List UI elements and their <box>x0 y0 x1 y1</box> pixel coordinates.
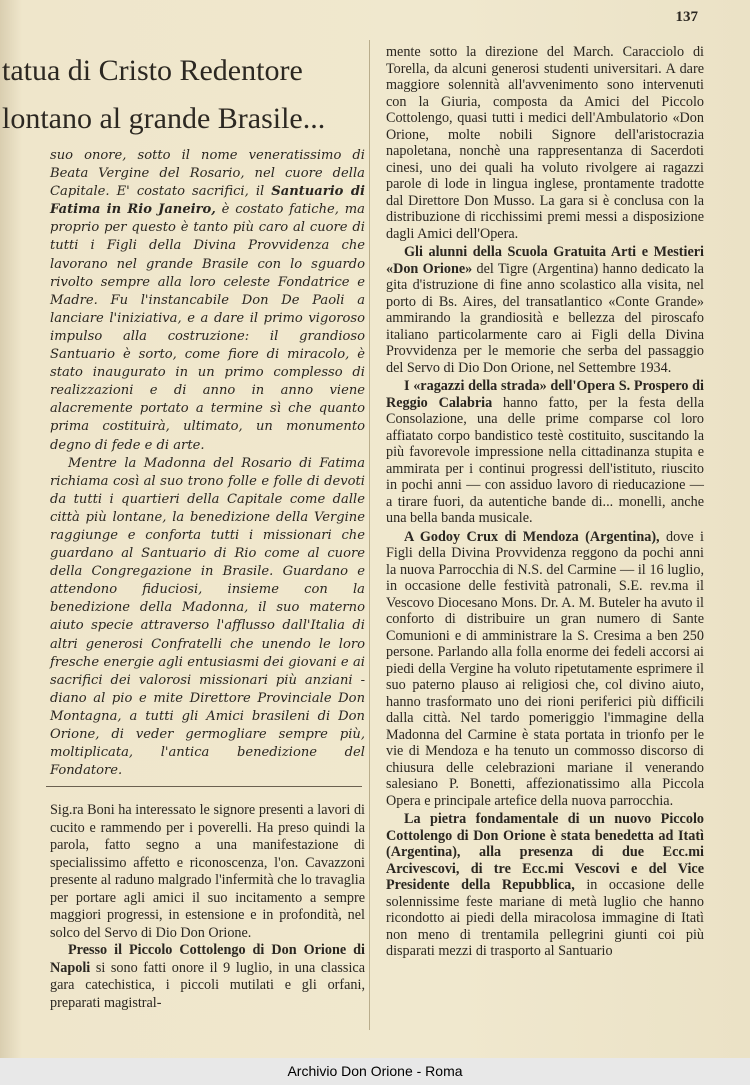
text: in occasione delle solennissime feste mariane di metà luglio che hanno ricondotto ai piedi della miracolosa immagine di Itatì non meno di trentamila pellegrini giunti coi più disparati mezzi di trasporto al Santuario <box>386 877 704 959</box>
paragraph <box>386 811 704 960</box>
left-column-top <box>50 147 365 780</box>
paragraph: Mentre la Madonna del Rosario di Fatima richiama così al suo trono folle e folle di devoti da tutti i quartieri della Capitale come dalle città più lontane, la benedizione della Vergine raggiunge e conforta tutti i missionari che guardano al Santuario di Rio come al cuore della Congregazione in Brasile. Guardano e attendono fiduciosi, insieme con la benedizione della Madonna, il suo materno aiuto specie attraverso l'afflusso dall'Italia di altri generosi Confratelli che unendo le loro fresche energie agli entusiasmi dei giovani e ai sacrifici dei valorosi missionari più anziani - diano al pio e mite Direttore Provinciale Don Montagna, a tutti gli Amici brasileni di Don Orione, di veder germogliare sempre più, moltiplicata, l'antica benedizione del Fondatore. <box>50 455 365 779</box>
paragraph <box>386 244 704 376</box>
paragraph <box>50 942 365 1012</box>
divider <box>46 786 362 787</box>
page-number: 137 <box>675 9 698 25</box>
text: hanno fatto, per la festa della Consolazione, una delle prime comparse col loro affiatato corpo bandistico testè costituito, suscitando la più favorevole impressione nella cittadinanza stupita e ammirata per i continui progressi dell'istituto, riuscito in pochi anni — con assiduo lavoro di rieducazione — a tirare fuori, da autentiche bande di... monelli, anche una bella banda musicale. <box>386 394 704 526</box>
paragraph <box>386 378 704 527</box>
paragraph <box>386 529 704 810</box>
left-column-bottom <box>50 802 365 1012</box>
text: è costato fatiche, ma proprio per questo è tanto più caro al cuore di tutti i Figli della Divina Provvidenza che lavorano nel grande Brasile con lo sguardo rivolto sempre alla loro celeste Fondatrice e Madre. Fu l'instancabile Don De Paoli a lanciare l'iniziativa, e a dare il primo vigoroso impulso alla costruzione: il grandioso Santuario è sorto, come fiore di miracolo, è stato inaugurato in un primo complesso di realizzazioni e di anno in anno viene alacremente portato a termine sì che quanto prima costituirà, ultimato, un monumento degno di fede e di arte. <box>50 202 365 453</box>
paragraph: mente sotto la direzione del March. Caracciolo di Torella, da alcuni generosi studenti universitari. A dare maggiore solennità all'avvenimento sono intervenuti con la Giuria, composta da Amici del Piccolo Cottolengo, quasi tutti i medici dell'Ambulatorio «Don Orione, molte nobili Signore dell'aristocrazia napoletana, nonchè una rappresentanza di Sacerdoti cinesi, uno dei quali ha voluto rivolgere ai ragazzi parole di lode in lingua inglese, prontamente tradotte dal Direttore Don Musso. La gara si è conclusa con la distribuzione di ricchissimi premi messi a disposizione dagli Amici dell'Opera. <box>386 44 704 242</box>
bold-text: A Godoy Crux di Mendoza (Argentina), <box>404 528 660 545</box>
text: suo onore, sotto il nome veneratissimo di Beata Vergine del Rosario, nel cuore della Capitale. E' costato sacrifici, il <box>50 148 365 200</box>
text: dove i Figli della Divina Provvidenza reggono da pochi anni la nuova Parrocchia di N.S. del Carmine — il 16 luglio, in occasione delle festività patronali, S.E. rev.ma il Vescovo Diocesano Mons. Dr. A. M. Buteler ha avuto il conforto di distribuire un gran numero di Sante Comunioni e di amministrare la S. Cresima a ben 250 persone. Parlando alla folla enorme dei fedeli accorsi ai piedi della Vergine ha voluto ripetutamente esprimere il suo paterno plauso ai religiosi che, col divino aiuto, hanno trasformato uno dei rioni periferici più difficili dalla città. Nel tardo pomeriggio l'immagine della Madonna del Carmine è stata portata in trionfo per le vie di Mendoza e ha tenuto un commosso discorso di chiusura delle celebrazioni mariane il venerando salesiano P. Bonetti, affezionatissimo alla Piccola Opera e principale artefice della nuova parrocchia. <box>386 528 704 809</box>
right-column <box>386 44 704 962</box>
bold-text: I «ragazzi della strada» dell'Opera S. Prospero di Reggio Calabria <box>386 378 704 411</box>
column-separator <box>369 40 370 1030</box>
paragraph <box>50 147 365 455</box>
bold-text: Santuario di Fatima in Rio Janeiro, <box>50 184 365 218</box>
paragraph: Sig.ra Boni ha interessato le signore presenti a lavori di cucito e rammendo per i poverelli. Ha preso quindi la parola, fatto segno a una manifestazione di specialissimo affetto e riconoscenza, l'on. Cavazzoni presente al raduno malgrado l'infermità che lo travaglia per portare agli amici il suo incitamento a sempre maggiori progressi, in estensione e in profondità, nel solco del Servo di Dio Don Orione. <box>50 802 365 941</box>
text: si sono fatti onore il 9 luglio, in una classica gara catechistica, i piccoli mutilati e gli orfani, preparati magistral- <box>50 959 365 1011</box>
bold-text: La pietra fondamentale di un nuovo Piccolo Cottolengo di Don Orione è stata benedetta ad Itatì (Argentina), alla presenza di due Ecc.mi Arcivescovi, di tre Ecc.mi Vescovi e del Vice Presidente della Repubblica, <box>386 811 704 893</box>
article-title-line-1: tatua di Cristo Redentore <box>2 54 303 87</box>
text: del Tigre (Argentina) hanno dedicato la gita d'istruzione di fine anno scolastico alla visita, nel porto di Bs. Aires, del transatlantico «Conte Grande» ammirando la grandiosità e bellezza del piroscafo italiano particolarmente caro ai Figli della Divina Provvidenza per le memorie che serba del passaggio del Servo di Dio Don Orione, nel Settembre 1934. <box>386 260 704 376</box>
article-title-line-2: lontano al grande Brasile... <box>2 102 326 135</box>
bold-text: Gli alunni della Scuola Gratuita Arti e Mestieri «Don Orione» <box>386 244 704 277</box>
bold-text: Presso il Piccolo Cottolengo di Don Orione di Napoli <box>50 942 365 976</box>
archive-footer: Archivio Don Orione - Roma <box>0 1058 750 1085</box>
